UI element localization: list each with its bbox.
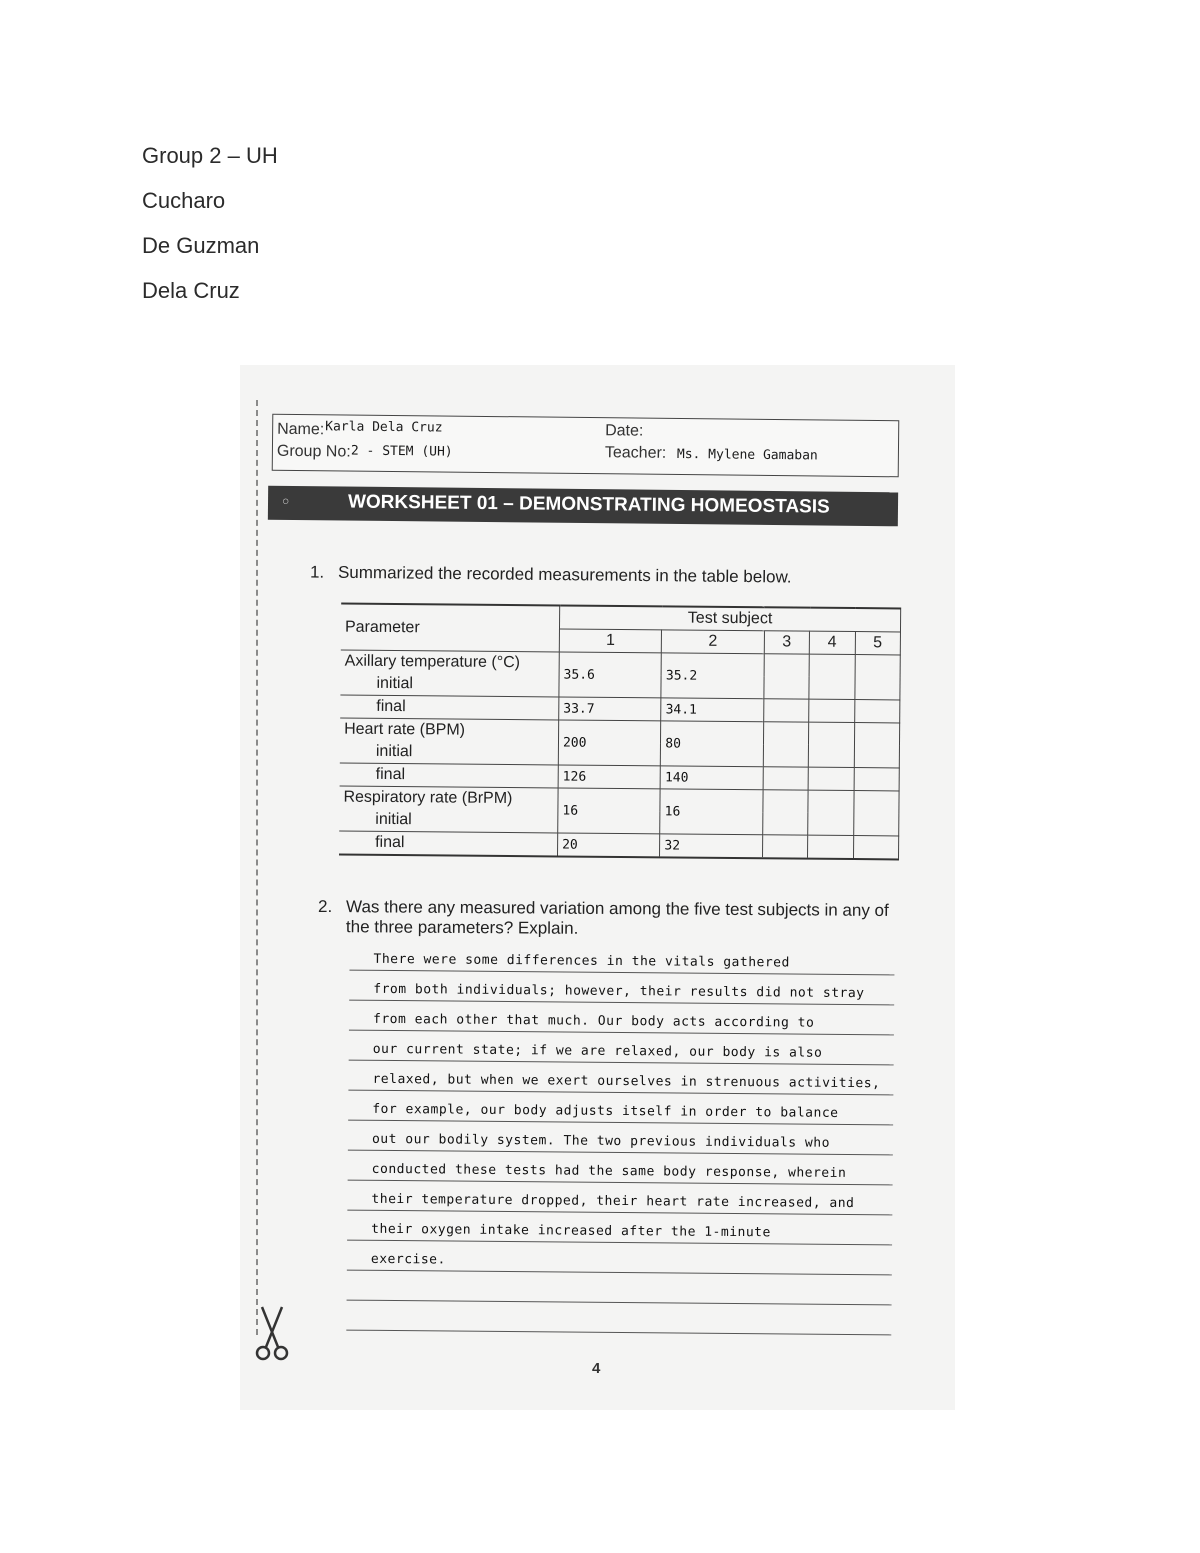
answer-line — [349, 1031, 894, 1066]
subject-header: 3 — [764, 631, 810, 654]
table-cell — [809, 699, 855, 722]
sub-label: initial — [339, 809, 558, 833]
teacher-label: Teacher: — [604, 444, 667, 462]
question-number: 2. — [318, 896, 333, 917]
question-1 — [310, 562, 792, 587]
table-cell: 34.1 — [661, 698, 764, 722]
table-cell — [809, 654, 855, 699]
table-cell — [762, 835, 808, 859]
teacher-value: Ms. Mylene Gamaban — [676, 446, 818, 464]
question-text: Summarized the recorded measurements in the table below. — [337, 562, 792, 587]
table-cell: 35.6 — [559, 652, 662, 698]
answer-line — [349, 971, 894, 1006]
table-cell — [762, 790, 808, 835]
table-cell — [763, 767, 809, 790]
group-header — [142, 140, 278, 320]
category-label: Heart rate (BPM) — [340, 718, 559, 742]
measurements-table — [339, 603, 901, 883]
answer-line — [349, 1001, 894, 1036]
worksheet-title: WORKSHEET 01 – DEMONSTRATING HOMEOSTASIS — [347, 491, 830, 518]
answer-text: from each other that much. Our body acts according to — [372, 1011, 815, 1031]
answer-line — [349, 941, 894, 976]
cut-line — [256, 400, 258, 1335]
answer-area — [346, 941, 894, 1336]
sub-label: final — [340, 695, 559, 720]
worksheet-banner — [268, 486, 898, 527]
answer-text: There were some differences in the vitals gathered — [373, 951, 790, 971]
answer-text: for example, our body adjusts itself in order to balance — [372, 1101, 839, 1121]
member-line: De Guzman — [142, 233, 260, 258]
answer-text: conducted these tests had the same body response, wherein — [371, 1161, 847, 1181]
table-cell — [808, 722, 854, 767]
name-value: Karla Dela Cruz — [325, 419, 443, 436]
answer-text: out our bodily system. The two previous individuals who — [371, 1131, 830, 1151]
answer-line — [347, 1181, 892, 1216]
date-label: Date: — [605, 422, 644, 440]
table-cell: 200 — [558, 720, 661, 766]
table-cell: 32 — [660, 834, 763, 858]
member-line: Dela Cruz — [142, 278, 240, 303]
test-subject-header: Test subject — [559, 605, 900, 631]
table-cell: 140 — [660, 766, 763, 790]
answer-text: from both individuals; however, their results did not stray — [373, 981, 865, 1002]
question-2 — [318, 897, 898, 941]
table-cell — [808, 835, 854, 859]
group-no-label: Group No: — [276, 442, 351, 461]
group-line: Group 2 – UH — [142, 143, 278, 168]
scissors-icon — [252, 1305, 292, 1365]
answer-line — [348, 1091, 893, 1126]
sub-label: final — [340, 763, 559, 788]
page-number: 4 — [592, 1360, 601, 1377]
subject-header: 1 — [559, 629, 662, 653]
table-cell: 16 — [558, 788, 661, 834]
table-cell — [764, 654, 810, 699]
group-no-value: 2 - STEM (UH) — [350, 443, 453, 460]
table-cell: 20 — [558, 833, 661, 857]
answer-line — [348, 1121, 893, 1156]
subject-header: 5 — [855, 632, 901, 655]
answer-text: relaxed, but when we exert ourselves in strenuous activities, — [372, 1071, 881, 1092]
info-box — [272, 414, 900, 478]
answer-text: their temperature dropped, their heart rate increased, and — [371, 1191, 855, 1212]
table-cell — [763, 699, 809, 722]
answer-line — [347, 1241, 892, 1276]
bullet-icon: ○ — [281, 493, 290, 508]
table-cell — [808, 767, 854, 790]
answer-line — [348, 1151, 893, 1186]
table-cell — [763, 722, 809, 767]
table-cell — [854, 655, 900, 700]
table-cell — [854, 723, 900, 768]
question-text: Was there any measured variation among the five test subjects in any of the three parameters? Explain. — [345, 897, 889, 938]
table-cell: 80 — [661, 721, 764, 767]
sub-label: initial — [340, 673, 559, 697]
parameter-header: Parameter — [341, 604, 560, 652]
subject-header: 4 — [809, 631, 855, 654]
answer-text: our current state; if we are relaxed, our body is also — [372, 1041, 823, 1061]
table-cell: 35.2 — [661, 653, 764, 699]
table-cell — [808, 790, 854, 835]
name-label: Name: — [277, 420, 325, 439]
answer-line — [348, 1061, 893, 1096]
category-label: Axillary temperature (°C) — [341, 650, 560, 674]
sub-label: final — [339, 831, 558, 856]
answer-line — [347, 1211, 892, 1246]
category-label: Respiratory rate (BrPM) — [339, 786, 558, 810]
answer-line — [347, 1271, 892, 1306]
table-cell — [854, 700, 900, 723]
table-cell: 16 — [660, 789, 763, 835]
worksheet-photo — [240, 365, 955, 1410]
table-cell: 126 — [558, 765, 661, 789]
table-cell — [853, 791, 899, 836]
answer-line — [346, 1301, 891, 1336]
table-cell — [854, 768, 900, 791]
question-number: 1. — [309, 562, 325, 582]
member-line: Cucharo — [142, 188, 226, 213]
answer-text: their oxygen intake increased after the 1-minute — [371, 1221, 771, 1241]
table-cell: 33.7 — [559, 697, 662, 721]
subject-header: 2 — [662, 630, 765, 654]
answer-text: exercise. — [370, 1251, 446, 1268]
table-cell — [853, 836, 899, 860]
sub-label: initial — [340, 741, 559, 765]
